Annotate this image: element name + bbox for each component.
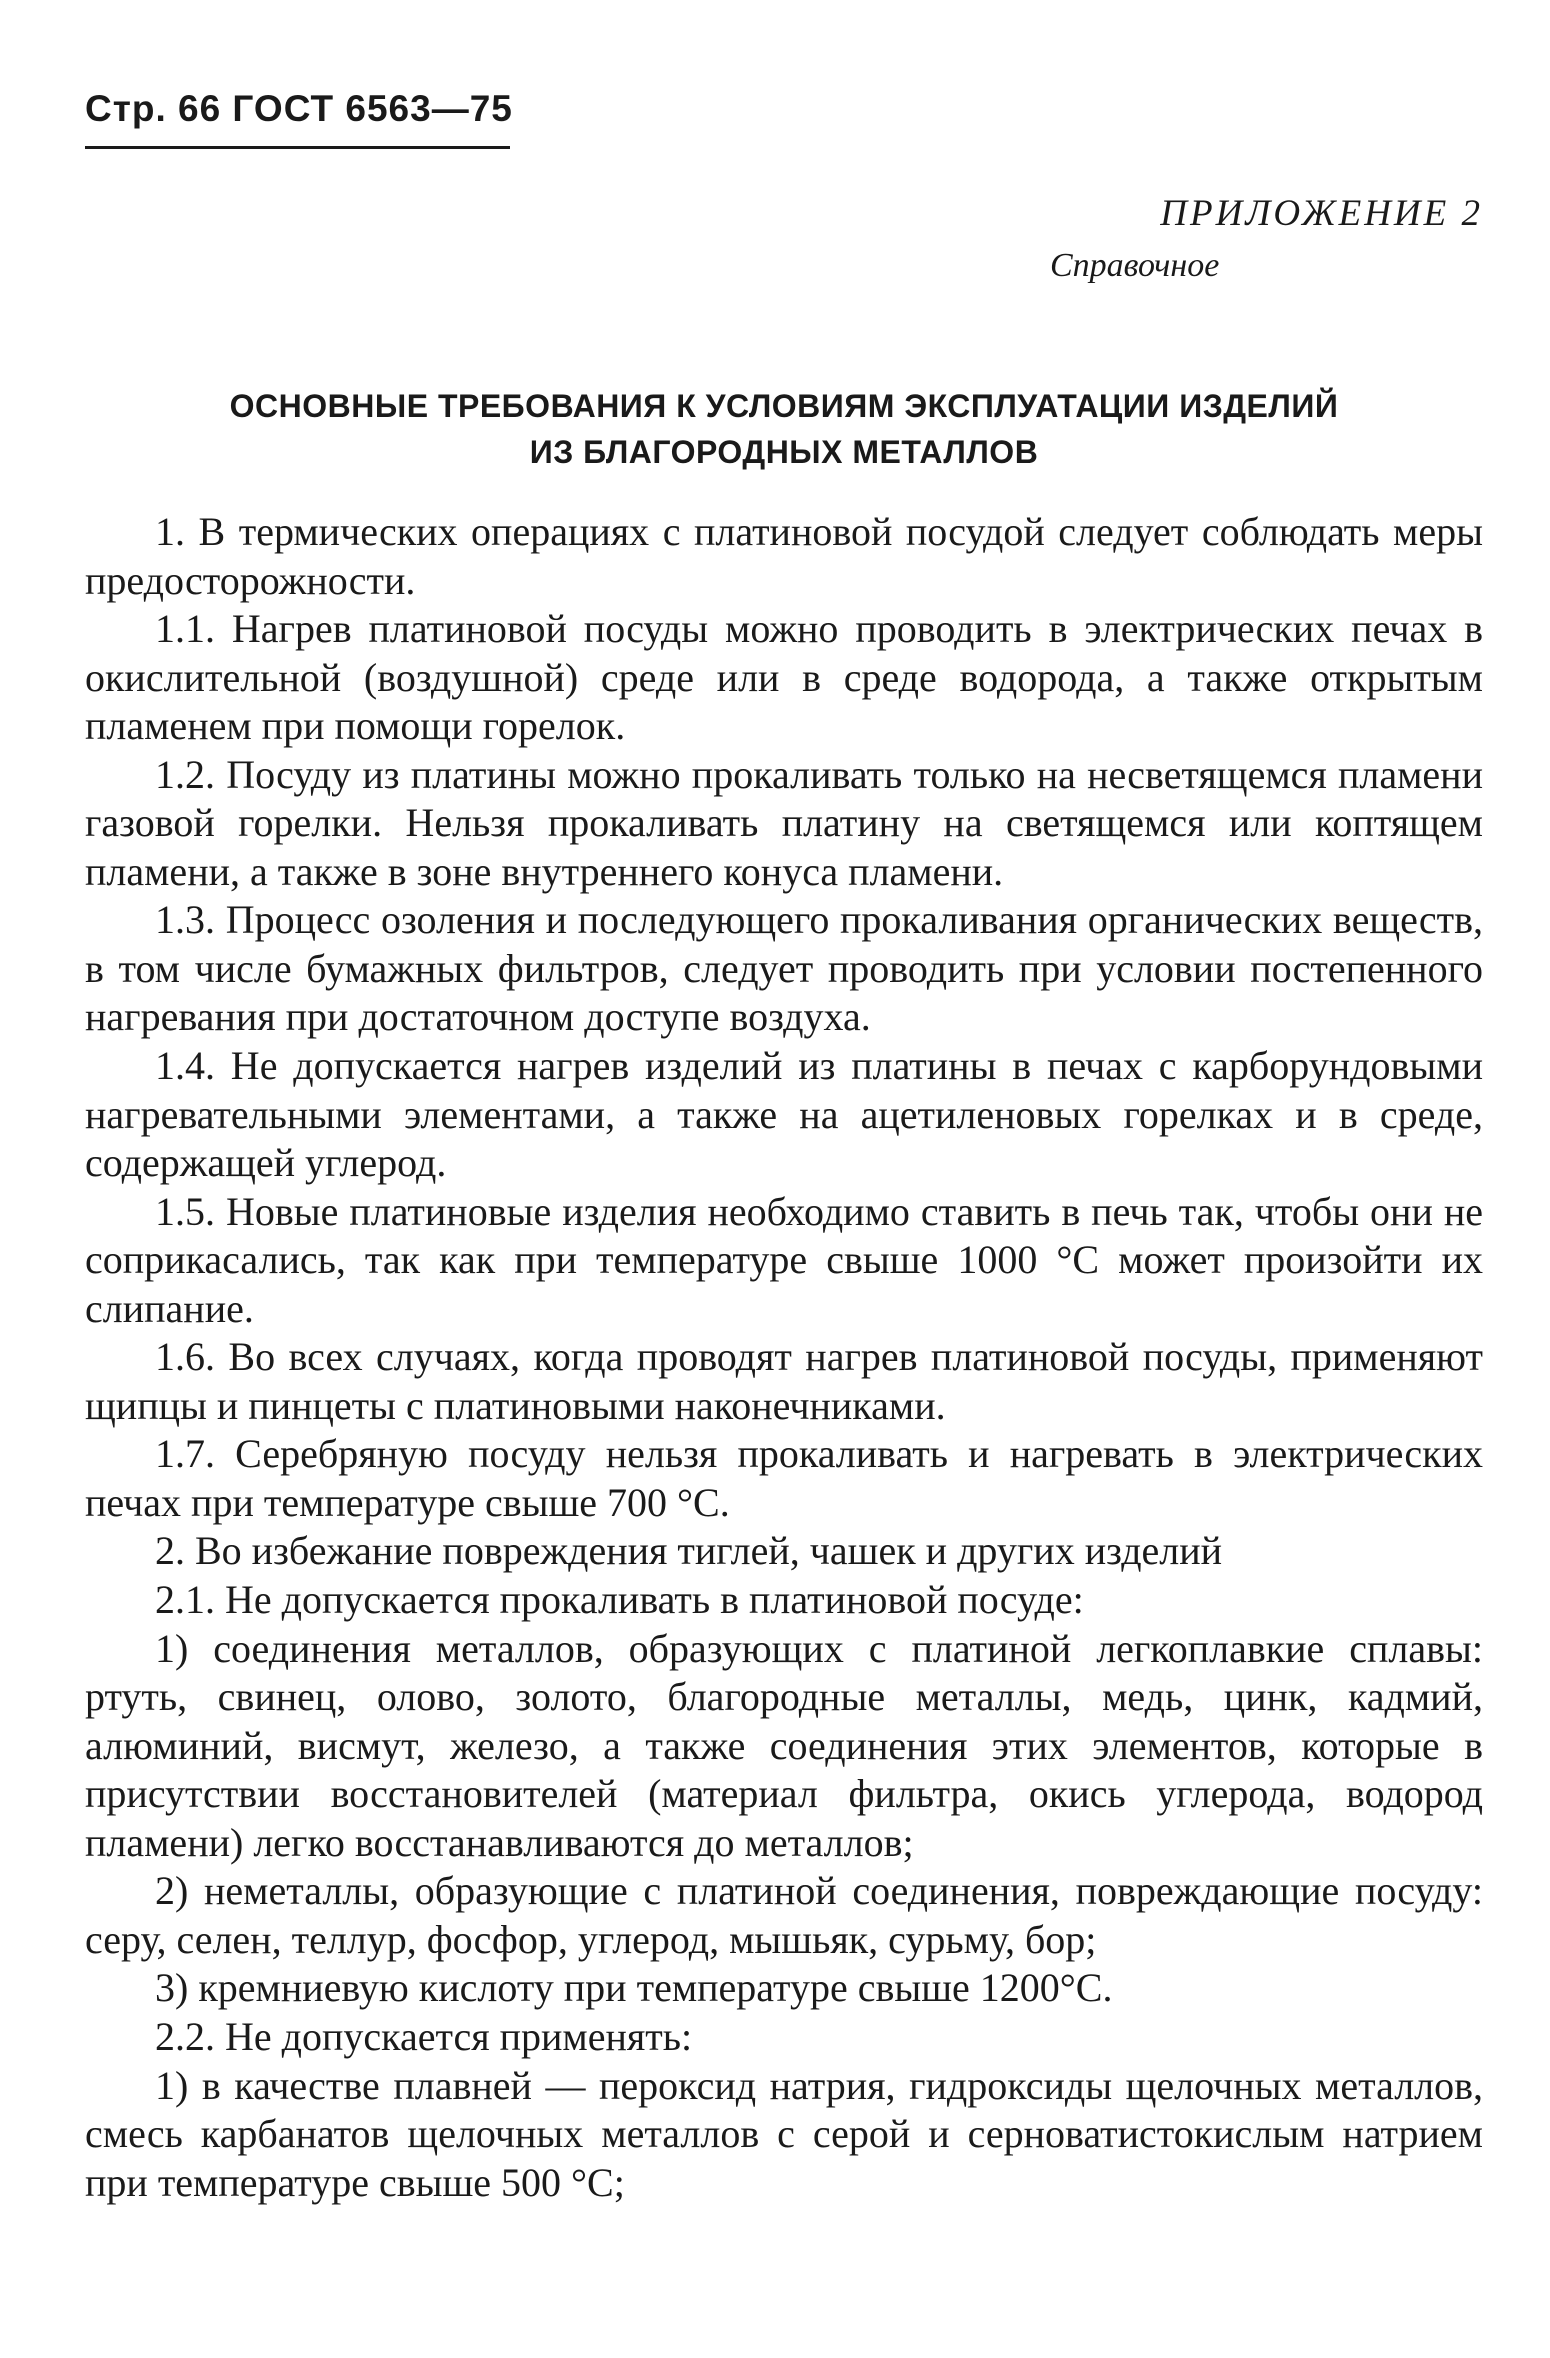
paragraph-1-1: 1.1. Нагрев платиновой посуды можно проводить в электрических печах в окислительной (воздушной) среде или в среде водорода, а также открытым пламенем при помощи горелок.	[85, 606, 1483, 749]
document-body	[85, 508, 1483, 2207]
paragraph-2-2: 2.2. Не допускается применять:	[155, 2013, 693, 2059]
paragraph-1-5: 1.5. Новые платиновые изделия необходимо ставить в печь так, чтобы они не соприкасались, так как при температуре свыше 1000 °С может произойти их слипание.	[85, 1188, 1483, 1331]
title-line-2: ИЗ БЛАГОРОДНЫХ МЕТАЛЛОВ	[529, 434, 1039, 470]
paragraph-1-4: 1.4. Не допускается нагрев изделий из платины в печах с карборундовыми нагревательными элементами, а также на ацетиленовых горелках и в среде, содержащей углерод.	[85, 1043, 1483, 1186]
paragraph-1-3: 1.3. Процесс озоления и последующего прокаливания органических веществ, в том числе бумажных фильтров, следует проводить при условии постепенного нагревания при достаточном доступе воздуха.	[85, 897, 1483, 1040]
paragraph-2: 2. Во избежание повреждения тиглей, чашек и других изделий	[155, 1528, 1223, 1574]
paragraph-1: 1. В термических операциях с платиновой посудой следует соблюдать меры предосторожности.	[85, 509, 1483, 603]
header-rule	[85, 146, 510, 149]
paragraph-1-2: 1.2. Посуду из платины можно прокаливать только на несветящемся пламени газовой горелки. Нельзя прокаливать платину на светящемся или коптящем пламени, а также в зоне внутреннего конуса пламени.	[85, 751, 1483, 894]
list-item-2-2-1: 1) в качестве плавней — пероксид натрия, гидроксиды щелочных металлов, смесь карбанатов щелочных металлов с серой и серноватистокислым натрием при температуре свыше 500 °С;	[85, 2062, 1483, 2205]
paragraph-1-6: 1.6. Во всех случаях, когда проводят нагрев платиновой посуды, применяют щипцы и пинцеты с платиновыми наконечниками.	[85, 1334, 1483, 1428]
running-head: Стр. 66 ГОСТ 6563—75	[85, 88, 513, 129]
section-title	[85, 383, 1483, 475]
paragraph-1-7: 1.7. Серебряную посуду нельзя прокаливать и нагревать в электрических печах при температуре свыше 700 °С.	[85, 1431, 1483, 1525]
appendix-label: ПРИЛОЖЕНИЕ 2	[1160, 193, 1483, 234]
list-item-2-1-2: 2) неметаллы, образующие с платиной соединения, повреждающие посуду: серу, селен, теллур, фосфор, углерод, мышьяк, сурьму, бор;	[85, 1868, 1483, 1962]
paragraph-2-1: 2.1. Не допускается прокаливать в платиновой посуде:	[155, 1577, 1084, 1623]
list-item-2-1-1: 1) соединения металлов, образующих с платиной легкоплавкие сплавы: ртуть, свинец, олово, золото, благородные металлы, медь, цинк, кадмий, алюминий, висмут, железо, а также соединения этих элементов, которые в присутствии восстановителей (материал фильтра, окись углерода, водород пламени) легко восстанавливаются до металлов;	[85, 1625, 1483, 1865]
title-line-1: ОСНОВНЫЕ ТРЕБОВАНИЯ К УСЛОВИЯМ ЭКСПЛУАТАЦИИ ИЗДЕЛИЙ	[229, 388, 1339, 424]
appendix-note: Справочное	[1050, 247, 1220, 284]
list-item-2-1-3: 3) кремниевую кислоту при температуре свыше 1200°С.	[155, 1965, 1113, 2011]
